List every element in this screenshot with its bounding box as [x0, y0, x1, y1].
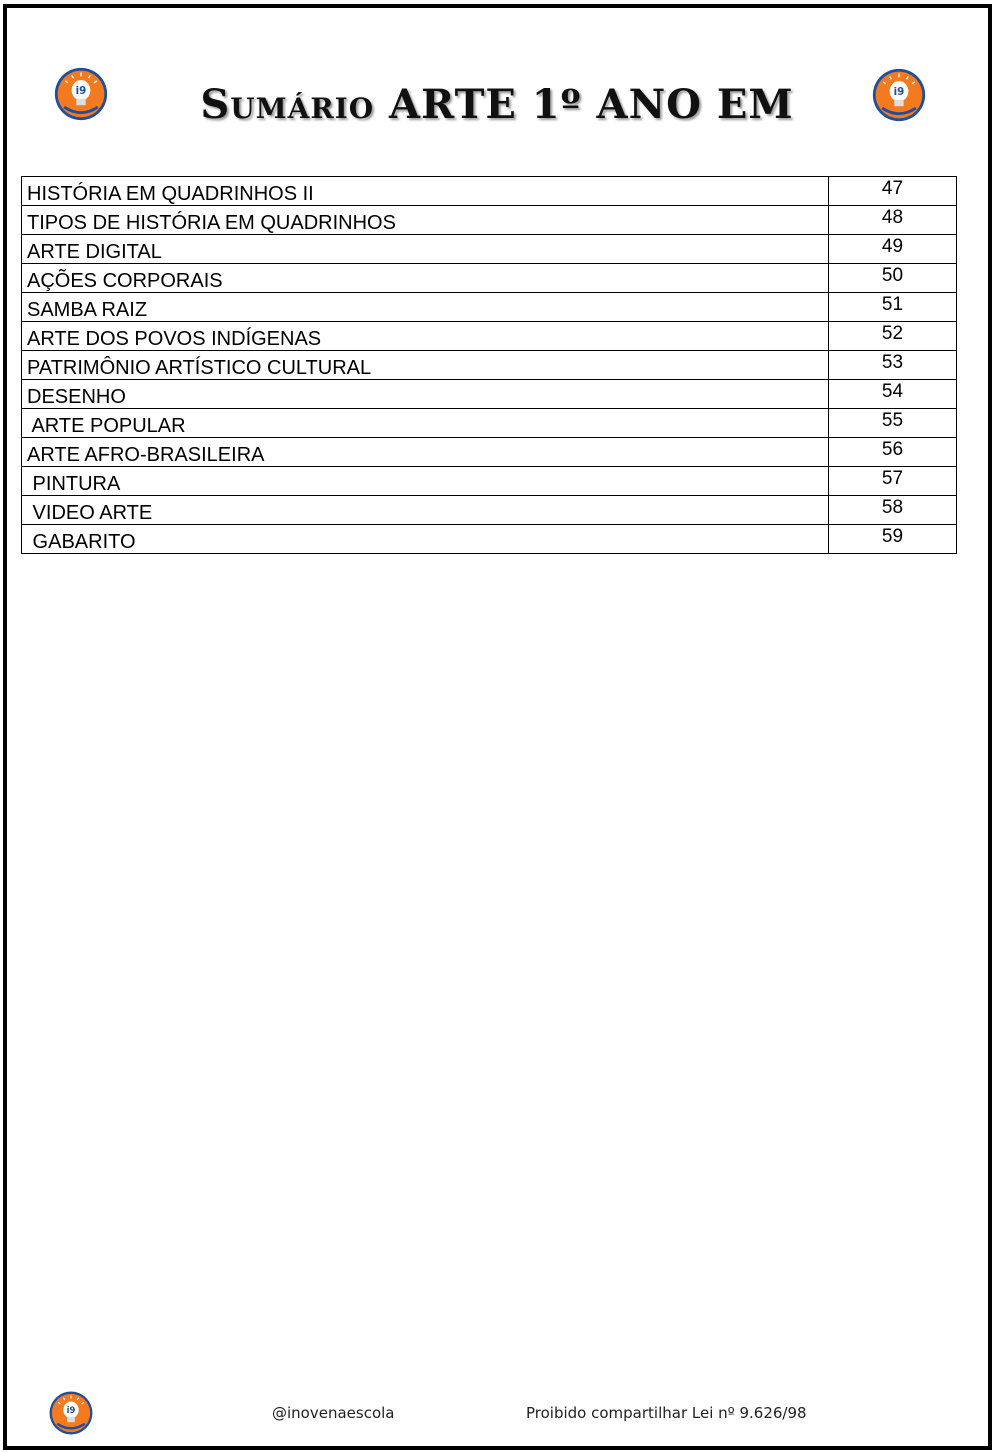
topic-cell: ARTE DIGITAL: [22, 235, 829, 264]
i9-logo-icon: [48, 1390, 94, 1436]
table-row: [22, 235, 957, 264]
summary-table: [21, 176, 957, 554]
topic-cell: VIDEO ARTE: [22, 496, 829, 525]
svg-text:i9: i9: [893, 86, 905, 98]
topic-cell: PATRIMÔNIO ARTÍSTICO CULTURAL: [22, 351, 829, 380]
page-title: Sumário ARTE 1º ANO EM: [200, 81, 794, 128]
topic-cell: ARTE DOS POVOS INDÍGENAS: [22, 322, 829, 351]
table-row: [22, 496, 957, 525]
page-number-cell: 55: [829, 409, 957, 438]
table-row: [22, 525, 957, 554]
table-row: [22, 380, 957, 409]
table-row: [22, 322, 957, 351]
topic-cell: SAMBA RAIZ: [22, 293, 829, 322]
page-number-cell: 57: [829, 467, 957, 496]
table-row: [22, 467, 957, 496]
page-number-cell: 52: [829, 322, 957, 351]
table-row: [22, 206, 957, 235]
page-number-cell: 56: [829, 438, 957, 467]
topic-cell: ARTE POPULAR: [22, 409, 829, 438]
topic-cell: DESENHO: [22, 380, 829, 409]
topic-cell: TIPOS DE HISTÓRIA EM QUADRINHOS: [22, 206, 829, 235]
table-row: [22, 409, 957, 438]
table-row: [22, 438, 957, 467]
page-number-cell: 51: [829, 293, 957, 322]
svg-text:i9: i9: [75, 85, 87, 97]
topic-cell: AÇÕES CORPORAIS: [22, 264, 829, 293]
page-number-cell: 50: [829, 264, 957, 293]
topic-cell: HISTÓRIA EM QUADRINHOS II: [22, 177, 829, 206]
table-row: [22, 351, 957, 380]
page-number-cell: 59: [829, 525, 957, 554]
footer-handle: @inovenaescola: [272, 1404, 395, 1422]
page-number-cell: 53: [829, 351, 957, 380]
table-row: [22, 177, 957, 206]
page-number-cell: 58: [829, 496, 957, 525]
topic-cell: PINTURA: [22, 467, 829, 496]
svg-text:i9: i9: [66, 1405, 76, 1415]
page-number-cell: 47: [829, 177, 957, 206]
topic-cell: ARTE AFRO-BRASILEIRA: [22, 438, 829, 467]
table-row: [22, 264, 957, 293]
page-number-cell: 49: [829, 235, 957, 264]
table-row: [22, 293, 957, 322]
topic-cell: GABARITO: [22, 525, 829, 554]
page-number-cell: 48: [829, 206, 957, 235]
page-number-cell: 54: [829, 380, 957, 409]
footer-copyright-notice: Proibido compartilhar Lei nº 9.626/98: [526, 1404, 807, 1422]
